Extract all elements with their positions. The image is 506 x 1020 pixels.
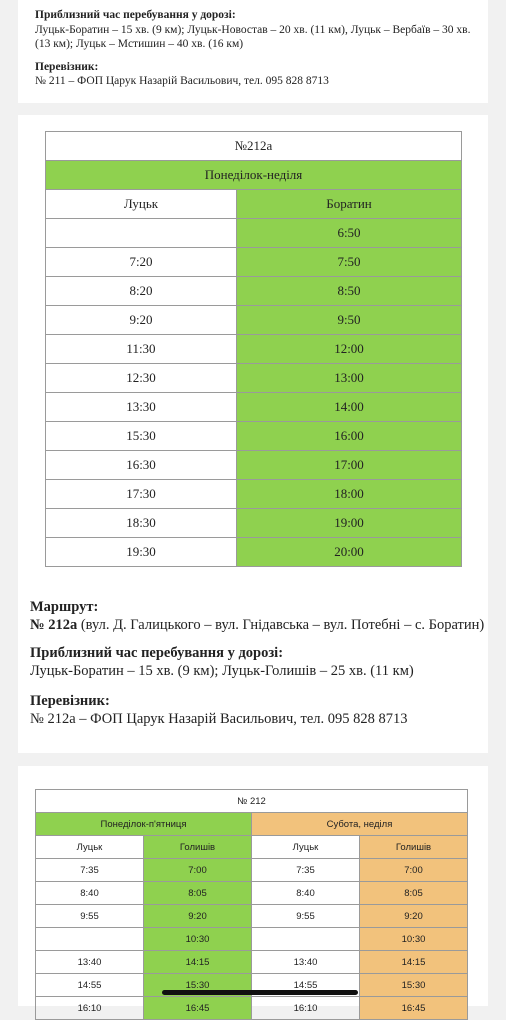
table-row	[46, 509, 462, 538]
table-row	[36, 951, 468, 974]
carrier-heading: Перевізник:	[35, 61, 99, 73]
weekend-time-lutsk: 13:40	[252, 951, 360, 974]
table-row	[46, 451, 462, 480]
weekend-time-holyshiv: 7:00	[360, 859, 468, 882]
departure-time-boratyn: 7:50	[237, 248, 462, 277]
travel-time-heading: Приблизний час перебування у дорозі:	[30, 645, 284, 661]
departure-time-lutsk: 15:30	[46, 422, 237, 451]
weekday-time-holyshiv: 9:20	[144, 905, 252, 928]
carrier-heading: Перевізник:	[30, 693, 110, 709]
departure-time-lutsk: 9:20	[46, 306, 237, 335]
departure-time-lutsk: 8:20	[46, 277, 237, 306]
table-row	[46, 538, 462, 567]
departure-time-lutsk: 7:20	[46, 248, 237, 277]
weekend-label: Субота, неділя	[252, 813, 468, 836]
weekend-time-holyshiv: 8:05	[360, 882, 468, 905]
weekday-time-lutsk: 13:40	[36, 951, 144, 974]
carrier-text: № 212а – ФОП Царук Назарій Васильович, тел. 095 828 8713	[30, 711, 408, 727]
departure-time-boratyn: 17:00	[237, 451, 462, 480]
departure-time-boratyn: 9:50	[237, 306, 462, 335]
column-header-to-weekend: Голишів	[360, 836, 468, 859]
weekday-time-holyshiv: 7:00	[144, 859, 252, 882]
route-title: №212а	[46, 132, 462, 161]
departure-time-lutsk: 19:30	[46, 538, 237, 567]
weekend-time-holyshiv: 15:30	[360, 974, 468, 997]
weekend-time-lutsk	[252, 928, 360, 951]
departure-time-boratyn: 6:50	[237, 219, 462, 248]
home-indicator[interactable]	[162, 990, 358, 995]
column-header-from: Луцьк	[46, 190, 237, 219]
route-212a-card	[18, 115, 488, 753]
table-row	[36, 928, 468, 951]
table-row	[46, 277, 462, 306]
weekend-time-holyshiv: 14:15	[360, 951, 468, 974]
travel-time-text: Луцьк-Боратин – 15 хв. (9 км); Луцьк-Голишів – 25 хв. (11 км)	[30, 663, 414, 679]
departure-time-lutsk	[46, 219, 237, 248]
schedule-table-212	[35, 789, 468, 1020]
departure-time-boratyn: 8:50	[237, 277, 462, 306]
table-row	[46, 422, 462, 451]
column-header-from-weekend: Луцьк	[252, 836, 360, 859]
departure-time-boratyn: 19:00	[237, 509, 462, 538]
departure-time-lutsk: 17:30	[46, 480, 237, 509]
departure-time-boratyn: 18:00	[237, 480, 462, 509]
weekend-time-lutsk: 9:55	[252, 905, 360, 928]
weekday-time-lutsk	[36, 928, 144, 951]
column-header-to: Боратин	[237, 190, 462, 219]
table-row	[36, 997, 468, 1020]
departure-time-lutsk: 13:30	[46, 393, 237, 422]
weekday-time-lutsk: 8:40	[36, 882, 144, 905]
travel-time-line-1: Луцьк-Боратин – 15 хв. (9 км); Луцьк-Новостав – 20 хв. (11 км), Луцьк – Вербаїв – 30 хв.	[35, 24, 471, 36]
route-number: № 212а	[30, 617, 78, 633]
travel-time-heading: Приблизний час перебування у дорозі:	[35, 9, 236, 21]
table-row	[46, 393, 462, 422]
weekend-time-holyshiv: 10:30	[360, 928, 468, 951]
table-row	[46, 480, 462, 509]
table-row	[36, 859, 468, 882]
weekend-time-lutsk: 16:10	[252, 997, 360, 1020]
days-label: Понеділок-неділя	[46, 161, 462, 190]
weekday-time-holyshiv: 14:15	[144, 951, 252, 974]
route-title: № 212	[36, 790, 468, 813]
route-streets: (вул. Д. Галицького – вул. Гнідавська – вул. Потебні – с. Боратин)	[77, 617, 485, 633]
weekend-time-lutsk: 14:55	[252, 974, 360, 997]
weekday-time-lutsk: 14:55	[36, 974, 144, 997]
weekday-time-holyshiv: 8:05	[144, 882, 252, 905]
weekday-time-holyshiv: 10:30	[144, 928, 252, 951]
route-heading: Маршрут:	[30, 599, 99, 615]
table-row	[46, 306, 462, 335]
column-header-to-weekday: Голишів	[144, 836, 252, 859]
departure-time-lutsk: 11:30	[46, 335, 237, 364]
route-212-card	[18, 766, 488, 1014]
table-row	[46, 364, 462, 393]
column-header-from-weekday: Луцьк	[36, 836, 144, 859]
carrier-text: № 211 – ФОП Царук Назарій Васильович, тел. 095 828 8713	[35, 75, 329, 87]
table-row	[46, 248, 462, 277]
schedule-table-212a	[45, 131, 462, 567]
departure-time-boratyn: 20:00	[237, 538, 462, 567]
departure-time-lutsk: 18:30	[46, 509, 237, 538]
departure-time-lutsk: 16:30	[46, 451, 237, 480]
weekday-time-holyshiv: 15:30	[144, 974, 252, 997]
route-description	[30, 616, 484, 635]
table-row	[46, 219, 462, 248]
travel-time-line-2: (13 км); Луцьк – Мстишин – 40 хв. (16 км)	[35, 38, 244, 50]
departure-time-boratyn: 16:00	[237, 422, 462, 451]
departure-time-boratyn: 14:00	[237, 393, 462, 422]
weekday-time-lutsk: 16:10	[36, 997, 144, 1020]
weekend-time-lutsk: 7:35	[252, 859, 360, 882]
weekend-time-holyshiv: 9:20	[360, 905, 468, 928]
table-row	[46, 335, 462, 364]
weekday-time-holyshiv: 16:45	[144, 997, 252, 1020]
departure-time-boratyn: 12:00	[237, 335, 462, 364]
weekday-time-lutsk: 9:55	[36, 905, 144, 928]
weekday-time-lutsk: 7:35	[36, 859, 144, 882]
departure-time-boratyn: 13:00	[237, 364, 462, 393]
carrier-info-card-211	[18, 0, 488, 103]
departure-time-lutsk: 12:30	[46, 364, 237, 393]
weekend-time-lutsk: 8:40	[252, 882, 360, 905]
weekday-label: Понеділок-п'ятниця	[36, 813, 252, 836]
table-row	[36, 905, 468, 928]
weekend-time-holyshiv: 16:45	[360, 997, 468, 1020]
table-row	[36, 882, 468, 905]
